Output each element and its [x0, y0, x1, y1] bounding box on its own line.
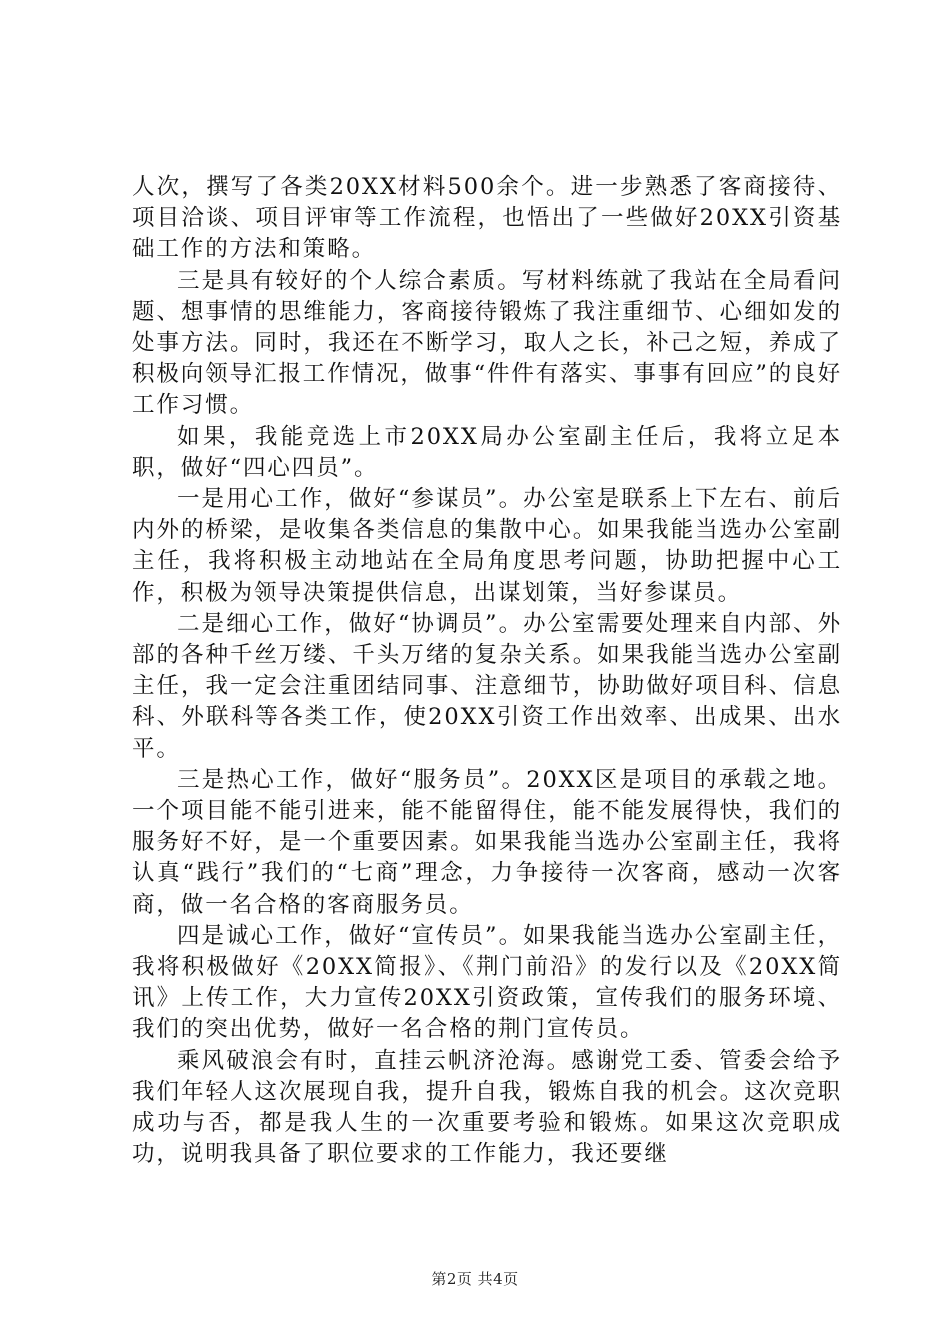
document-body: [132, 172, 842, 1171]
paragraph-advisor: 一是用心工作，做好“参谋员”。办公室是联系上下左右、前后内外的桥梁，是收集各类信息的集散中心。如果我能当选办公室副主任，我将积极主动地站在全局角度思考问题，协助把握中心工作，积极为领导决策提供信息，出谋划策，当好参谋员。: [132, 486, 842, 606]
paragraph-coordinator: 二是细心工作，做好“协调员”。办公室需要处理来自内部、外部的各种千丝万缕、千头万绪的复杂关系。如果我能当选办公室副主任，我一定会注重团结同事、注意细节，协助做好项目科、信息科、外联科等各类工作，使20XX引资工作出效率、出成果、出水平。: [132, 610, 842, 762]
paragraph-personal-quality: 三是具有较好的个人综合素质。写材料练就了我站在全局看问题、想事情的思维能力，客商接待锻炼了我注重细节、心细如发的处事方法。同时，我还在不断学习，取人之长，补己之短，养成了积极向领导汇报工作情况，做事“件件有落实、事事有回应”的良好工作习惯。: [132, 267, 843, 419]
paragraph-service: 三是热心工作，做好“服务员”。20XX区是项目的承载之地。一个项目能不能引进来，能不能留得住，能不能发展得快，我们的服务好不好，是一个重要因素。如果我能当选办公室副主任，我将认真“践行”我们的“七商”理念，力争接待一次客商，感动一次客商，做一名合格的客商服务员。: [132, 766, 842, 918]
paragraph-four-hearts: 如果，我能竞选上市20XX局办公室副主任后，我将立足本职，做好“四心四员”。: [132, 423, 842, 481]
paragraph-publicity: 四是诚心工作，做好“宣传员”。如果我能当选办公室副主任，我将积极做好《20XX简报》、《荆门前沿》的发行以及《20XX简讯》上传工作，大力宣传20XX引资政策，宣传我们的服务环境、我们的突出优势，做好一名合格的荆门宣传员。: [132, 922, 842, 1043]
paragraph-closing: 乘风破浪会有时，直挂云帆济沧海。感谢党工委、管委会给予我们年轻人这次展现自我，提升自我，锻炼自我的机会。这次竞职成功与否，都是我人生的一次重要考验和锻炼。如果这次竞职成功，说明我具备了职位要求的工作能力，我还要继: [132, 1047, 842, 1168]
page-number-footer: 第2页 共4页: [431, 1270, 519, 1288]
paragraph-continued: 人次，撰写了各类20XX材料500余个。进一步熟悉了客商接待、项目洽谈、项目评审等工作流程，也悟出了一些做好20XX引资基础工作的方法和策略。: [132, 174, 842, 263]
